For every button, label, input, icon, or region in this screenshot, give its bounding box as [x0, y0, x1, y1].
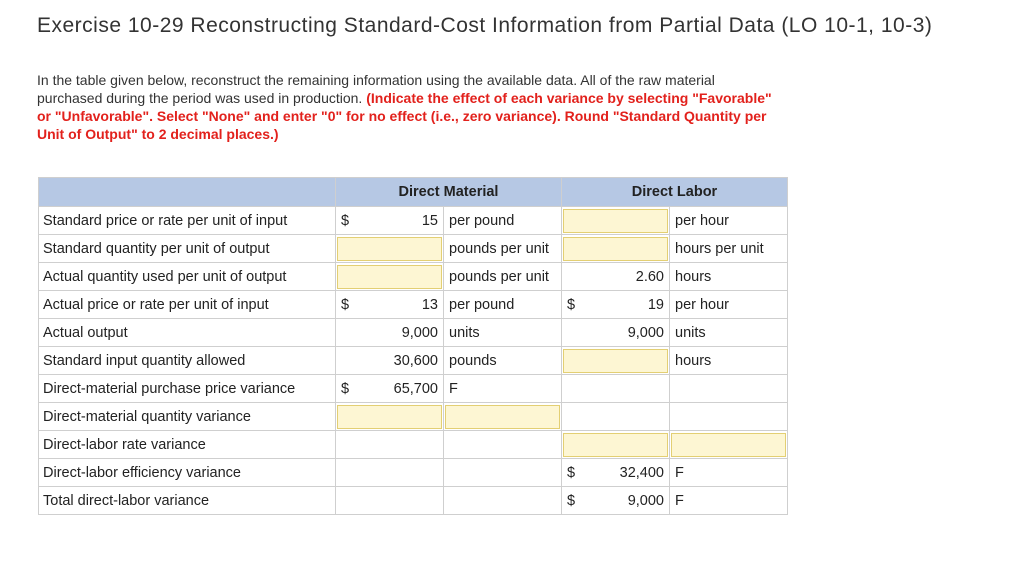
- row-label: Direct-labor efficiency variance: [39, 459, 336, 487]
- row-label: Standard input quantity allowed: [39, 347, 336, 375]
- dm-unit: F: [444, 375, 562, 403]
- dm-value-cell: [336, 235, 444, 263]
- dl-standard-rate-input[interactable]: [563, 209, 668, 233]
- dm-value-cell: [336, 459, 444, 487]
- table-row: [39, 431, 788, 459]
- header-blank: [39, 178, 336, 207]
- dl-unit: per hour: [670, 291, 788, 319]
- dl-rate-variance-input[interactable]: [563, 433, 668, 457]
- dm-unit: [444, 431, 562, 459]
- dm-unit: [444, 459, 562, 487]
- dm-unit: units: [444, 319, 562, 347]
- header-direct-material: Direct Material: [336, 178, 562, 207]
- dl-unit: per hour: [670, 207, 788, 235]
- row-label: Direct-material quantity variance: [39, 403, 336, 431]
- dl-value: 19: [647, 296, 664, 313]
- dl-value-cell: [562, 431, 670, 459]
- row-label: Direct-labor rate variance: [39, 431, 336, 459]
- dm-unit: pounds per unit: [444, 235, 562, 263]
- dl-unit: hours per unit: [670, 235, 788, 263]
- dm-value: 15: [421, 212, 438, 229]
- table-row: [39, 403, 788, 431]
- table-row: [39, 207, 788, 235]
- dl-value-cell: [562, 487, 670, 515]
- dl-dollar: $: [567, 464, 576, 481]
- table-row: [39, 319, 788, 347]
- row-label: Direct-material purchase price variance: [39, 375, 336, 403]
- dm-unit: pounds: [444, 347, 562, 375]
- dm-unit: pounds per unit: [444, 263, 562, 291]
- dl-unit: hours: [670, 263, 788, 291]
- dl-unit: [670, 403, 788, 431]
- dl-rate-variance-effect-select[interactable]: [671, 433, 786, 457]
- instructions-emphasis: (Indicate the effect of each variance by selecting "Favorable" or "Unfavorable". Select "None" and enter "0" for no effect (i.e., zero variance). Round "Standard Quantity per Unit of Output" to 2 decimal places.): [37, 90, 772, 142]
- dl-value-cell: [562, 459, 670, 487]
- instructions: [37, 71, 777, 143]
- standard-cost-table: [38, 177, 788, 515]
- row-label: Actual output: [39, 319, 336, 347]
- dl-dollar: $: [567, 492, 576, 509]
- row-label: Total direct-labor variance: [39, 487, 336, 515]
- table-row: [39, 487, 788, 515]
- dl-value-cell: [562, 291, 670, 319]
- dl-value-cell: [562, 235, 670, 263]
- dm-dollar: $: [341, 380, 350, 397]
- row-label: Actual price or rate per unit of input: [39, 291, 336, 319]
- dl-unit: [670, 375, 788, 403]
- dm-quantity-variance-input[interactable]: [337, 405, 442, 429]
- row-label: Standard quantity per unit of output: [39, 235, 336, 263]
- table-row: [39, 375, 788, 403]
- dm-unit: per pound: [444, 291, 562, 319]
- dl-value-cell: [562, 347, 670, 375]
- table-header-row: [39, 178, 788, 207]
- dm-dollar: $: [341, 296, 350, 313]
- dl-dollar: $: [567, 296, 576, 313]
- table-row: [39, 235, 788, 263]
- dm-value-cell: [336, 291, 444, 319]
- dl-value: 9,000: [562, 319, 670, 347]
- dm-value: 65,700: [393, 380, 438, 397]
- dl-unit-cell: [670, 431, 788, 459]
- dl-unit: units: [670, 319, 788, 347]
- dm-unit-cell: [444, 403, 562, 431]
- dm-unit: [444, 487, 562, 515]
- dl-unit: hours: [670, 347, 788, 375]
- dm-value-cell: [336, 263, 444, 291]
- table-row: [39, 459, 788, 487]
- dm-value-cell: [336, 403, 444, 431]
- dm-value-cell: [336, 487, 444, 515]
- dm-value-cell: [336, 431, 444, 459]
- dm-standard-quantity-input[interactable]: [337, 237, 442, 261]
- dm-actual-quantity-input[interactable]: [337, 265, 442, 289]
- dl-standard-quantity-input[interactable]: [563, 237, 668, 261]
- table-row: [39, 291, 788, 319]
- dl-value-cell: [562, 207, 670, 235]
- header-direct-labor: Direct Labor: [562, 178, 788, 207]
- dl-value-cell: [562, 375, 670, 403]
- dm-dollar: $: [341, 212, 350, 229]
- dl-value: 32,400: [619, 464, 664, 481]
- page-title: Exercise 10-29 Reconstructing Standard-Cost Information from Partial Data (LO 10-1, 10-3): [37, 14, 933, 37]
- dl-unit: F: [670, 459, 788, 487]
- dl-value-cell: [562, 403, 670, 431]
- row-label: Actual quantity used per unit of output: [39, 263, 336, 291]
- dl-unit: F: [670, 487, 788, 515]
- dl-value: 2.60: [562, 263, 670, 291]
- dm-value: 30,600: [336, 347, 444, 375]
- instructions-text: In the table given below, reconstruct the remaining information using the available data. All of the raw material purchased during the period was used in production.: [37, 72, 715, 106]
- row-label: Standard price or rate per unit of input: [39, 207, 336, 235]
- table-row: [39, 263, 788, 291]
- dm-value-cell: [336, 375, 444, 403]
- table-row: [39, 347, 788, 375]
- dm-value: 13: [421, 296, 438, 313]
- dl-standard-input-allowed-input[interactable]: [563, 349, 668, 373]
- dm-unit: per pound: [444, 207, 562, 235]
- dl-value: 9,000: [627, 492, 664, 509]
- dm-quantity-variance-effect-select[interactable]: [445, 405, 560, 429]
- dm-value: 9,000: [336, 319, 444, 347]
- dm-value-cell: [336, 207, 444, 235]
